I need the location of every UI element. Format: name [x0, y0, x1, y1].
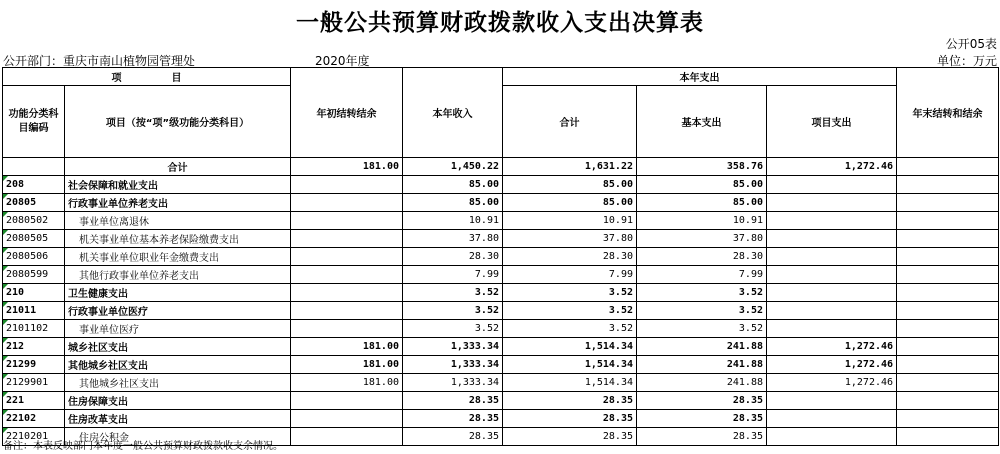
- income-cell: 28.30: [403, 248, 503, 266]
- basic-spending-cell: 3.52: [637, 302, 767, 320]
- basic-spending-cell: 241.88: [637, 356, 767, 374]
- closing-balance-cell: [897, 176, 999, 194]
- table-row: [3, 374, 999, 392]
- income-cell: 28.35: [403, 392, 503, 410]
- table-row: [3, 302, 999, 320]
- subject-name-cell: 其他城乡社区支出: [65, 356, 291, 374]
- subject-name-cell: 住房改革支出: [65, 410, 291, 428]
- table-row: [3, 410, 999, 428]
- basic-spending-cell: 85.00: [637, 176, 767, 194]
- project-spending-cell: 1,272.46: [767, 356, 897, 374]
- project-spending-cell: [767, 230, 897, 248]
- table-row: [3, 212, 999, 230]
- basic-spending-cell: 241.88: [637, 338, 767, 356]
- subject-name-cell: 行政事业单位养老支出: [65, 194, 291, 212]
- spending-total-cell: 85.00: [503, 176, 637, 194]
- subject-code-cell: 2129901: [3, 374, 65, 392]
- opening-balance-cell: [291, 410, 403, 428]
- table-code: 公开05表: [945, 37, 997, 51]
- subject-code-cell: 22102: [3, 410, 65, 428]
- table-row: [3, 284, 999, 302]
- spending-total-cell: 3.52: [503, 302, 637, 320]
- subject-name-cell: 其他行政事业单位养老支出: [65, 266, 291, 284]
- subject-name-cell: 机关事业单位职业年金缴费支出: [65, 248, 291, 266]
- income-cell: 3.52: [403, 302, 503, 320]
- opening-balance-cell: 181.00: [291, 356, 403, 374]
- opening-balance-cell: [291, 194, 403, 212]
- income-cell: 28.35: [403, 410, 503, 428]
- opening-balance-cell: [291, 176, 403, 194]
- subject-code-cell: 210: [3, 284, 65, 302]
- project-spending-cell: [767, 176, 897, 194]
- closing-balance-cell: [897, 284, 999, 302]
- final-accounts-table: [2, 67, 999, 446]
- subject-name-cell: 住房保障支出: [65, 392, 291, 410]
- subject-code-cell: 221: [3, 392, 65, 410]
- subject-name-cell: 住房公积金: [65, 428, 291, 446]
- spending-total-cell: 37.80: [503, 230, 637, 248]
- project-spending-cell: 1,272.46: [767, 374, 897, 392]
- closing-balance-cell: [897, 158, 999, 176]
- table-row: [3, 356, 999, 374]
- closing-balance-cell: [897, 392, 999, 410]
- spending-group-header: 本年支出: [503, 68, 897, 86]
- basic-spending-cell: 7.99: [637, 266, 767, 284]
- table-header: [3, 68, 999, 158]
- income-cell: 3.52: [403, 284, 503, 302]
- income-cell: 3.52: [403, 320, 503, 338]
- subject-name-cell: 其他城乡社区支出: [65, 374, 291, 392]
- basic-spending-cell: 3.52: [637, 320, 767, 338]
- closing-balance-cell: [897, 320, 999, 338]
- project-spending-cell: [767, 284, 897, 302]
- spending-total-cell: 28.35: [503, 410, 637, 428]
- table-body: [3, 158, 999, 446]
- spending-total-cell: 1,631.22: [503, 158, 637, 176]
- opening-balance-cell: [291, 230, 403, 248]
- table-row: [3, 392, 999, 410]
- income-cell: 28.35: [403, 428, 503, 446]
- income-cell: 37.80: [403, 230, 503, 248]
- item-name-header: 项目（按“项”级功能分类科目）: [65, 86, 291, 158]
- basic-spending-cell: 28.35: [637, 428, 767, 446]
- income-header: 本年收入: [403, 68, 503, 158]
- opening-balance-cell: [291, 302, 403, 320]
- closing-balance-header: 年末结转和结余: [897, 68, 999, 158]
- spending-total-cell: 3.52: [503, 284, 637, 302]
- project-spending-cell: [767, 410, 897, 428]
- closing-balance-cell: [897, 194, 999, 212]
- spending-total-cell: 3.52: [503, 320, 637, 338]
- closing-balance-cell: [897, 338, 999, 356]
- basic-spending-cell: 241.88: [637, 374, 767, 392]
- fiscal-year: 2020年度: [315, 54, 370, 68]
- closing-balance-cell: [897, 356, 999, 374]
- table-row: [3, 338, 999, 356]
- project-spending-cell: [767, 194, 897, 212]
- income-cell: 85.00: [403, 176, 503, 194]
- spending-total-cell: 10.91: [503, 212, 637, 230]
- subject-code-cell: 2101102: [3, 320, 65, 338]
- income-cell: 1,450.22: [403, 158, 503, 176]
- project-spending-cell: 1,272.46: [767, 158, 897, 176]
- spending-total-cell: 1,514.34: [503, 338, 637, 356]
- table-row: [3, 176, 999, 194]
- basic-spending-cell: 358.76: [637, 158, 767, 176]
- basic-spending-cell: 37.80: [637, 230, 767, 248]
- subject-code-cell: 2080506: [3, 248, 65, 266]
- project-spending-cell: [767, 302, 897, 320]
- income-cell: 10.91: [403, 212, 503, 230]
- code-header: 功能分类科目编码: [3, 86, 65, 158]
- subject-name-cell: 合计: [65, 158, 291, 176]
- subject-name-cell: 机关事业单位基本养老保险缴费支出: [65, 230, 291, 248]
- closing-balance-cell: [897, 266, 999, 284]
- spending-total-cell: 85.00: [503, 194, 637, 212]
- subject-code-cell: 2210201: [3, 428, 65, 446]
- table-row: [3, 320, 999, 338]
- opening-balance-cell: [291, 212, 403, 230]
- closing-balance-cell: [897, 374, 999, 392]
- spending-total-cell: 28.35: [503, 428, 637, 446]
- subject-name-cell: 社会保障和就业支出: [65, 176, 291, 194]
- subject-name-cell: 行政事业单位医疗: [65, 302, 291, 320]
- subject-code-cell: 2080505: [3, 230, 65, 248]
- table-row: [3, 230, 999, 248]
- income-cell: 7.99: [403, 266, 503, 284]
- subject-name-cell: 卫生健康支出: [65, 284, 291, 302]
- opening-balance-cell: 181.00: [291, 374, 403, 392]
- basic-spending-cell: 10.91: [637, 212, 767, 230]
- project-spending-cell: [767, 320, 897, 338]
- income-cell: 1,333.34: [403, 374, 503, 392]
- subject-code-cell: 212: [3, 338, 65, 356]
- footnote: 备注：本表反映部门本年度一般公共预算财政拨款收支余情况。: [3, 441, 283, 452]
- page-title: 一般公共预算财政拨款收入支出决算表: [296, 10, 704, 36]
- table-row: [3, 266, 999, 284]
- project-spending-cell: [767, 266, 897, 284]
- subject-code-cell: 208: [3, 176, 65, 194]
- subject-name-cell: 事业单位医疗: [65, 320, 291, 338]
- closing-balance-cell: [897, 410, 999, 428]
- closing-balance-cell: [897, 230, 999, 248]
- department-label: 公开部门：重庆市南山植物园管理处: [3, 54, 196, 68]
- opening-balance-cell: [291, 320, 403, 338]
- opening-balance-cell: 181.00: [291, 338, 403, 356]
- subject-code-cell: 21011: [3, 302, 65, 320]
- basic-spending-cell: 3.52: [637, 284, 767, 302]
- closing-balance-cell: [897, 212, 999, 230]
- basic-spending-cell: 28.35: [637, 410, 767, 428]
- closing-balance-cell: [897, 248, 999, 266]
- income-cell: 1,333.34: [403, 356, 503, 374]
- closing-balance-cell: [897, 428, 999, 446]
- opening-balance-cell: [291, 428, 403, 446]
- spending-total-cell: 1,514.34: [503, 374, 637, 392]
- opening-balance-cell: [291, 392, 403, 410]
- project-spending-cell: [767, 392, 897, 410]
- income-cell: 1,333.34: [403, 338, 503, 356]
- subject-code-cell: 21299: [3, 356, 65, 374]
- subject-code-cell: [3, 158, 65, 176]
- subject-code-cell: 20805: [3, 194, 65, 212]
- table-row: [3, 194, 999, 212]
- closing-balance-cell: [897, 302, 999, 320]
- income-cell: 85.00: [403, 194, 503, 212]
- project-spending-cell: [767, 428, 897, 446]
- basic-spending-cell: 28.35: [637, 392, 767, 410]
- project-spending-header: 项目支出: [767, 86, 897, 158]
- spending-total-cell: 7.99: [503, 266, 637, 284]
- spending-total-header: 合计: [503, 86, 637, 158]
- subject-code-cell: 2080502: [3, 212, 65, 230]
- project-spending-cell: 1,272.46: [767, 338, 897, 356]
- total-row: [3, 158, 999, 176]
- spending-total-cell: 28.35: [503, 392, 637, 410]
- opening-balance-header: 年初结转结余: [291, 68, 403, 158]
- subject-name-cell: 事业单位离退休: [65, 212, 291, 230]
- subject-name-cell: 城乡社区支出: [65, 338, 291, 356]
- spending-total-cell: 1,514.34: [503, 356, 637, 374]
- item-group-header: 项 目: [3, 68, 291, 86]
- opening-balance-cell: 181.00: [291, 158, 403, 176]
- table-row: [3, 248, 999, 266]
- opening-balance-cell: [291, 266, 403, 284]
- opening-balance-cell: [291, 284, 403, 302]
- basic-spending-header: 基本支出: [637, 86, 767, 158]
- basic-spending-cell: 28.30: [637, 248, 767, 266]
- subject-code-cell: 2080599: [3, 266, 65, 284]
- basic-spending-cell: 85.00: [637, 194, 767, 212]
- project-spending-cell: [767, 212, 897, 230]
- opening-balance-cell: [291, 248, 403, 266]
- unit-label: 单位：万元: [936, 54, 997, 68]
- spending-total-cell: 28.30: [503, 248, 637, 266]
- project-spending-cell: [767, 248, 897, 266]
